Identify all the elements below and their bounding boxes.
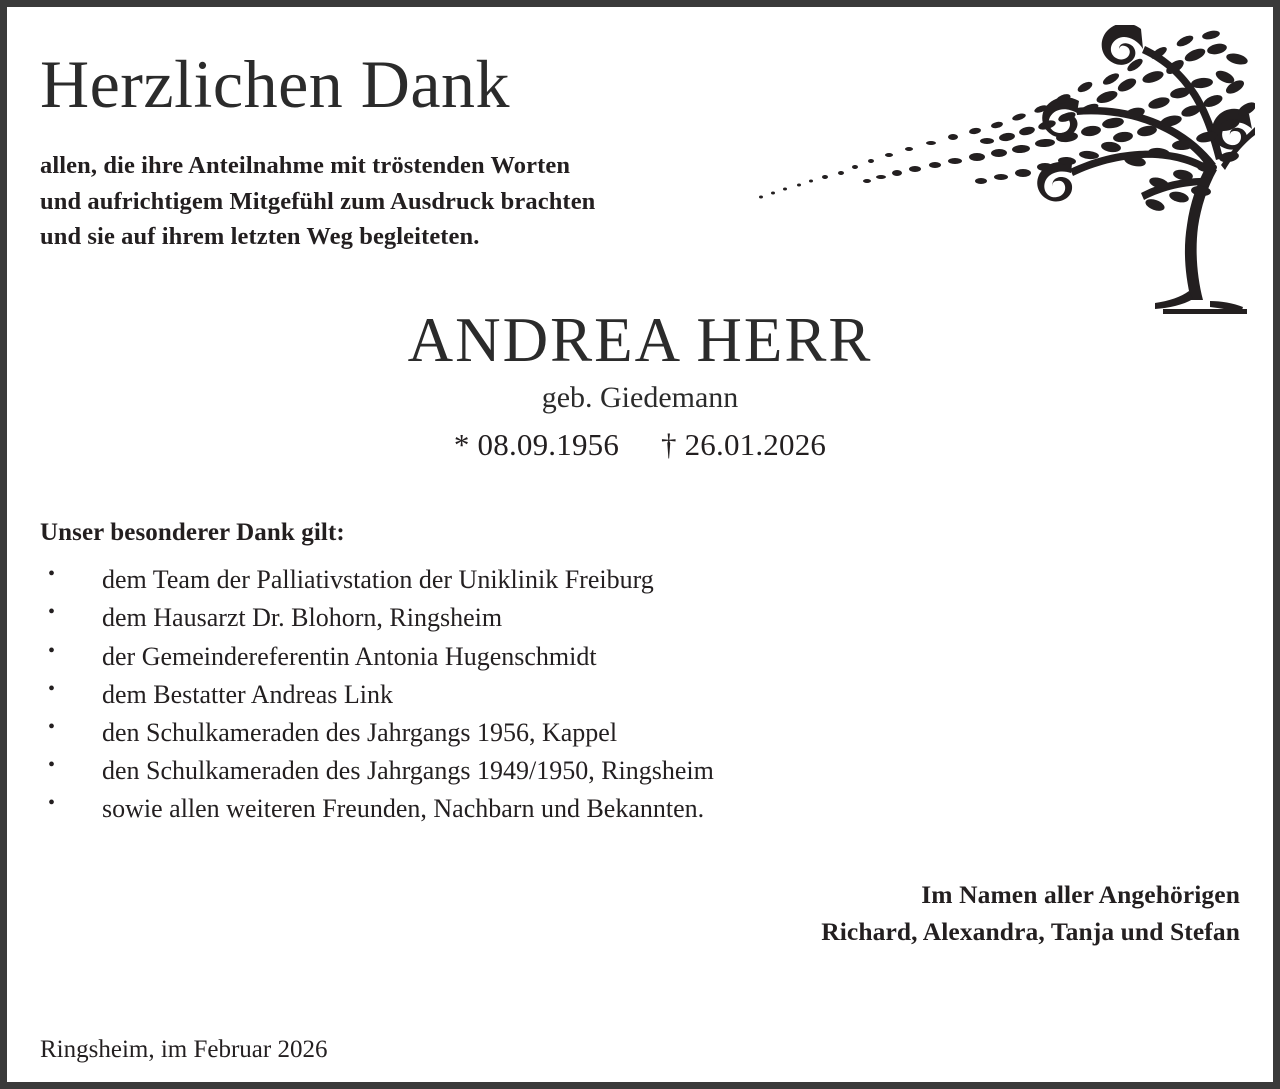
maiden-name: geb. Giedemann [541, 381, 739, 415]
death-date: 26.01.2026 [684, 427, 827, 463]
closing-line-1: Im Namen aller Angehörigen [921, 879, 1240, 909]
list-item: • den Schulkameraden des Jahrgangs 1956, Kappel [40, 714, 1240, 752]
list-item: • der Gemeindereferentin Antonia Hugenschmidt [40, 638, 1240, 676]
deceased-block [40, 304, 1240, 463]
intro-line-2: und aufrichtigem Mitgefühl zum Ausdruck brachten [40, 187, 596, 215]
life-dates [40, 427, 1240, 463]
page-title: Herzlichen Dank [40, 46, 511, 122]
intro-text [40, 148, 1240, 255]
place-and-date: Ringsheim, im Februar 2026 [40, 1036, 328, 1063]
death-symbol: † [660, 427, 677, 463]
thanks-list [40, 561, 1240, 829]
intro-line-1: allen, die ihre Anteilnahme mit tröstenden Worten [40, 152, 571, 180]
list-item: • dem Team der Palliativstation der Uniklinik Freiburg [40, 561, 1240, 599]
intro-line-3: und sie auf ihrem letzten Weg begleiteten. [40, 223, 480, 251]
closing-block [40, 877, 1240, 951]
birth-date: 08.09.1956 [477, 427, 620, 463]
list-item: • den Schulkameraden des Jahrgangs 1949/1950, Ringsheim [40, 752, 1240, 790]
birth-symbol: * [453, 427, 470, 463]
list-item: • dem Bestatter Andreas Link [40, 676, 1240, 714]
closing-line-2: Richard, Alexandra, Tanja und Stefan [821, 916, 1240, 946]
list-item: • dem Hausarzt Dr. Blohorn, Ringsheim [40, 599, 1240, 637]
deceased-name: ANDREA HERR [407, 304, 873, 375]
card-inner [7, 7, 1273, 1082]
thanks-title: Unser besonderer Dank gilt: [40, 519, 345, 547]
list-item: • sowie allen weiteren Freunden, Nachbarn und Bekannten. [40, 790, 1240, 828]
